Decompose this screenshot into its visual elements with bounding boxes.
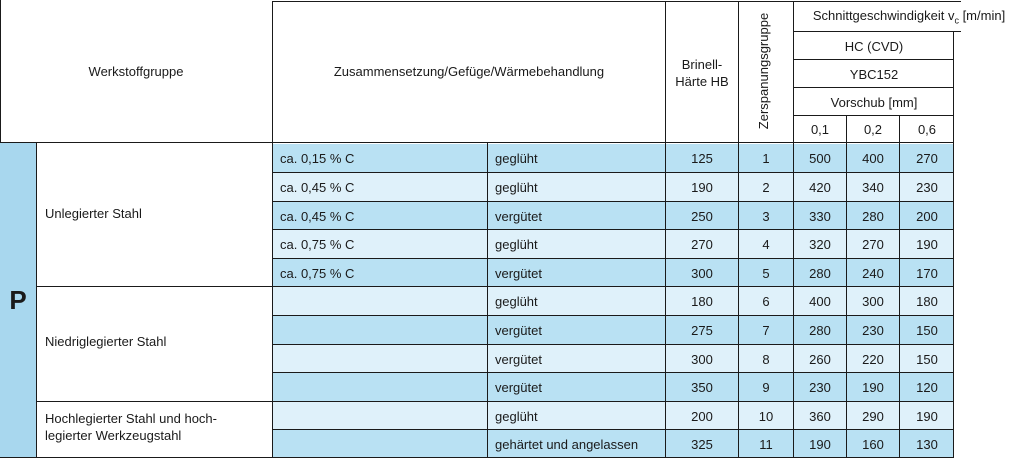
- grid-line: [0, 0, 1, 143]
- grid-line: [487, 143, 488, 457]
- zerspanungsgruppe-cell: 7: [739, 316, 793, 344]
- header-grade: YBC152: [849, 66, 899, 82]
- group-label-line1: Hochlegierter Stahl und hoch-: [45, 411, 217, 426]
- composition-cell: [273, 402, 487, 430]
- speed-feed-1-cell: 260: [794, 345, 846, 373]
- grid-line: [953, 31, 954, 457]
- speed-feed-1-cell: 280: [794, 316, 846, 344]
- composition-cell: [273, 316, 487, 344]
- header-hc: HC (CVD): [844, 38, 904, 54]
- grid-line: [0, 457, 954, 458]
- brinell-cell: 275: [666, 316, 738, 344]
- treatment-cell: vergütet: [488, 259, 665, 287]
- speed-feed-3-cell: 230: [900, 173, 954, 201]
- zerspanungsgruppe-cell: 2: [739, 173, 793, 201]
- speed-feed-1-cell: 280: [794, 259, 846, 287]
- brinell-cell: 200: [666, 402, 738, 430]
- zerspanungsgruppe-cell: 8: [739, 345, 793, 373]
- grid-line: [794, 1, 961, 2]
- speed-feed-2-cell: 240: [847, 259, 899, 287]
- speed-feed-2-cell: 280: [847, 202, 899, 230]
- grid-line: [272, 258, 954, 259]
- group-label-line2: legierter Werkzeugstahl: [45, 428, 182, 443]
- group-label-line1: Niedriglegierter Stahl: [45, 334, 167, 349]
- speed-feed-3-cell: 200: [900, 202, 954, 230]
- speed-feed-1-cell: 320: [794, 230, 846, 258]
- grid-line: [272, 201, 954, 202]
- header-schnitt-unit: [m/min]: [958, 8, 1006, 23]
- brinell-cell: 325: [666, 430, 738, 458]
- speed-feed-1-cell: 190: [794, 430, 846, 458]
- zerspanungsgruppe-cell: 5: [739, 259, 793, 287]
- treatment-cell: geglüht: [488, 144, 665, 172]
- header-brinell-line1: Brinell-: [681, 57, 723, 72]
- brinell-cell: 300: [666, 345, 738, 373]
- composition-cell: [273, 430, 487, 458]
- p-label: P: [9, 284, 27, 315]
- treatment-cell: vergütet: [488, 373, 665, 401]
- brinell-cell: 190: [666, 173, 738, 201]
- composition-cell: ca. 0,15 % C: [273, 144, 487, 172]
- treatment-cell: geglüht: [488, 402, 665, 430]
- zerspanungsgruppe-cell: 1: [739, 144, 793, 172]
- grid-line: [794, 87, 954, 88]
- header-werkstoffgruppe: Werkstoffgruppe: [88, 63, 184, 79]
- zerspanungsgruppe-cell: 6: [739, 287, 793, 315]
- composition-cell: ca. 0,45 % C: [273, 202, 487, 230]
- grid-line: [272, 315, 954, 316]
- speed-feed-3-cell: 150: [900, 316, 954, 344]
- header-schnittgeschwindigkeit: [794, 5, 1024, 27]
- treatment-cell: geglüht: [488, 230, 665, 258]
- speed-feed-1-cell: 230: [794, 373, 846, 401]
- speed-feed-1-cell: 400: [794, 287, 846, 315]
- header-zerspanungsgruppe: Zerspanungsgruppe: [756, 12, 771, 130]
- treatment-cell: geglüht: [488, 173, 665, 201]
- treatment-cell: geglüht: [488, 287, 665, 315]
- grid-line: [272, 172, 954, 173]
- speed-feed-2-cell: 300: [847, 287, 899, 315]
- header-brinell: [666, 56, 738, 96]
- composition-cell: ca. 0,75 % C: [273, 259, 487, 287]
- brinell-cell: 270: [666, 230, 738, 258]
- speed-feed-1-cell: 360: [794, 402, 846, 430]
- grid-line: [794, 115, 954, 116]
- composition-cell: [273, 373, 487, 401]
- speed-feed-2-cell: 270: [847, 230, 899, 258]
- header-feed-3: 0,6: [917, 122, 937, 137]
- speed-feed-3-cell: 120: [900, 373, 954, 401]
- group-unlegiert: [45, 205, 270, 225]
- grid-line: [36, 286, 954, 287]
- group-label-line1: Unlegierter Stahl: [45, 206, 142, 221]
- brinell-cell: 180: [666, 287, 738, 315]
- group-hochlegiert: [45, 410, 270, 446]
- brinell-cell: 125: [666, 144, 738, 172]
- brinell-cell: 300: [666, 259, 738, 287]
- brinell-cell: 250: [666, 202, 738, 230]
- speed-feed-1-cell: 500: [794, 144, 846, 172]
- header-zusammensetzung: Zusammensetzung/Gefüge/Wärmebehandlung: [333, 63, 605, 79]
- speed-feed-2-cell: 230: [847, 316, 899, 344]
- speed-feed-2-cell: 290: [847, 402, 899, 430]
- zerspanungsgruppe-cell: 4: [739, 230, 793, 258]
- table-header: [0, 0, 1024, 143]
- header-feed-2: 0,2: [863, 122, 883, 137]
- grid-line: [0, 142, 954, 143]
- header-feed-1: 0,1: [810, 122, 830, 137]
- zerspanungsgruppe-cell: 3: [739, 202, 793, 230]
- speed-feed-2-cell: 220: [847, 345, 899, 373]
- speed-feed-3-cell: 150: [900, 345, 954, 373]
- treatment-cell: gehärtet und angelassen: [488, 430, 665, 458]
- grid-line: [794, 31, 961, 32]
- header-vorschub: Vorschub [mm]: [830, 94, 918, 110]
- composition-cell: [273, 345, 487, 373]
- header-brinell-line2: Härte HB: [675, 74, 729, 89]
- header-schnitt-sub: c: [954, 15, 959, 26]
- speed-feed-3-cell: 130: [900, 430, 954, 458]
- group-niedriglegiert: [45, 333, 270, 353]
- treatment-cell: vergütet: [488, 345, 665, 373]
- speed-feed-1-cell: 330: [794, 202, 846, 230]
- grid-line: [272, 229, 954, 230]
- speed-feed-1-cell: 420: [794, 173, 846, 201]
- grid-line: [272, 344, 954, 345]
- brinell-cell: 350: [666, 373, 738, 401]
- zerspanungsgruppe-cell: 9: [739, 373, 793, 401]
- grid-line: [36, 401, 954, 402]
- speed-feed-2-cell: 340: [847, 173, 899, 201]
- speed-feed-3-cell: 270: [900, 144, 954, 172]
- treatment-cell: vergütet: [488, 316, 665, 344]
- grid-line: [794, 59, 954, 60]
- speed-feed-2-cell: 160: [847, 430, 899, 458]
- composition-cell: ca. 0,45 % C: [273, 173, 487, 201]
- grid-line: [272, 1, 794, 2]
- speed-feed-3-cell: 190: [900, 230, 954, 258]
- zerspanungsgruppe-cell: 11: [739, 430, 793, 458]
- treatment-cell: vergütet: [488, 202, 665, 230]
- speed-feed-3-cell: 180: [900, 287, 954, 315]
- speed-feed-2-cell: 190: [847, 373, 899, 401]
- speed-feed-3-cell: 170: [900, 259, 954, 287]
- grid-line: [272, 372, 954, 373]
- header-schnitt-main: Schnittgeschwindigkeit v: [812, 8, 955, 23]
- speed-feed-3-cell: 190: [900, 402, 954, 430]
- grid-line: [36, 143, 37, 457]
- composition-cell: ca. 0,75 % C: [273, 230, 487, 258]
- speed-feed-2-cell: 400: [847, 144, 899, 172]
- grid-line: [272, 429, 954, 430]
- zerspanungsgruppe-cell: 10: [739, 402, 793, 430]
- composition-cell: [273, 287, 487, 315]
